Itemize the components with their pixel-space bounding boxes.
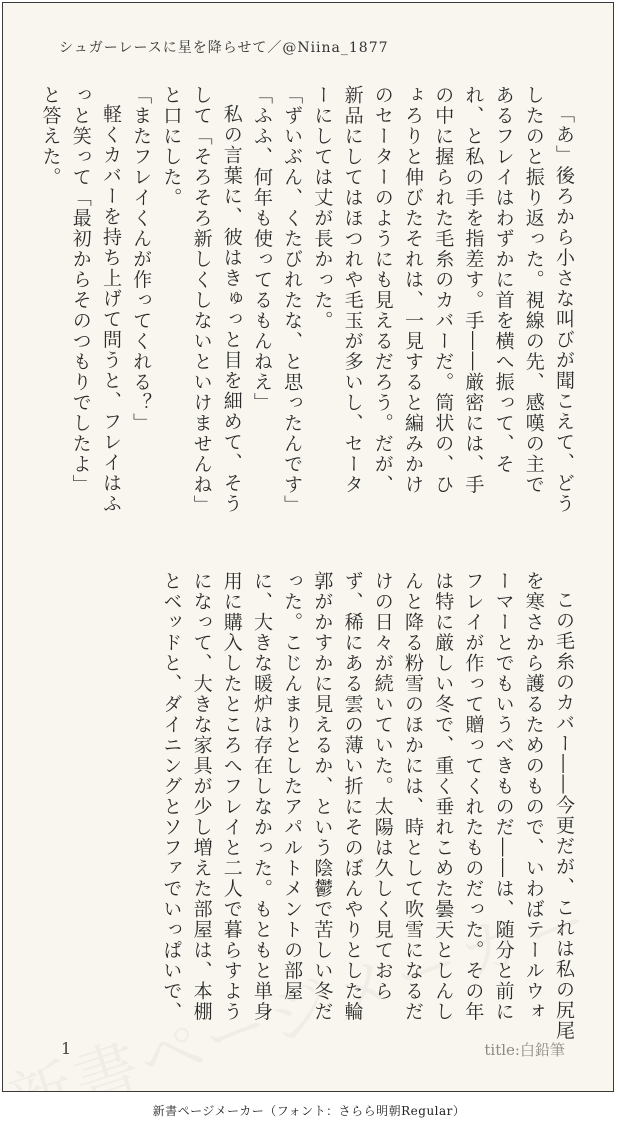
paragraph: この毛糸のカバー――今更だが、これは私の尻尾を寒さから護るためのもので、いわばテールウォーマーとでもいうべきものだ――は、随分と前にフレイが作って贈ってくれたものだった。その年は特に厳しい冬で、重く垂れこめた曇天としんしんと降る粉雪のほかには、時として吹雪になるだけの日々が続いていた。太陽は久しく見ておらず、稀にある雲の薄い折にそのぼんやりとした輪郭がかすかに見えるか、という陰鬱で苦しい冬だった。こじんまりとしたアパルトメントの部屋に、大きな暖炉は存在しなかった。もともと単身用に購入したところへフレイと二人で暮らすようになって、大きな家具が少し増えた部屋は、本棚とベッドと、ダイニングとソファでいっぱいで、	[160, 571, 575, 1041]
page-header: シュガーレースに星を降らせて／@Niina_1877	[59, 40, 389, 56]
book-page	[2, 2, 614, 1092]
paragraph: 「ふふ、何年も使ってるもんねえ」	[250, 85, 273, 413]
title-label: title:白鉛筆	[484, 1041, 565, 1059]
footer-credit: 新書ページメーカー（フォント：さらら明朝Regular）	[152, 1104, 466, 1118]
paragraph: 「あ」後ろから小さな叫びが聞こえて、どうしたのと振り返った。視線の先、感嘆の主であるフレイはわずかに首を横へ振って、それ、と私の手を指差す。手――厳密には、手の中に握られた毛糸のカバーだ。筒状の、ひょろりと伸びたそれは、一見すると編みかけのセーターのようにも見えるだろう。だが、新品にしてはほつれや毛玉が多いし、セーターにしては丈が長かった。	[311, 85, 575, 514]
page-number: 1	[61, 1039, 72, 1058]
paragraph: 「ずいぶん、くたびれたな、と思ったんです」	[281, 85, 304, 516]
paragraph: 私の言葉に、彼はきゅっと目を細めて、そうして「そろそろ新しくしないといけませんね」と口にした。	[160, 85, 243, 514]
text-column-bottom	[49, 571, 579, 1041]
paragraph: 軽くカバーを持ち上げて問うと、フレイはふっと笑って「最初からそのつもりでしたよ」と答えた。	[39, 85, 122, 514]
text-column-top	[39, 85, 579, 516]
paragraph: 「またフレイくんが作ってくれる？」	[130, 85, 153, 434]
